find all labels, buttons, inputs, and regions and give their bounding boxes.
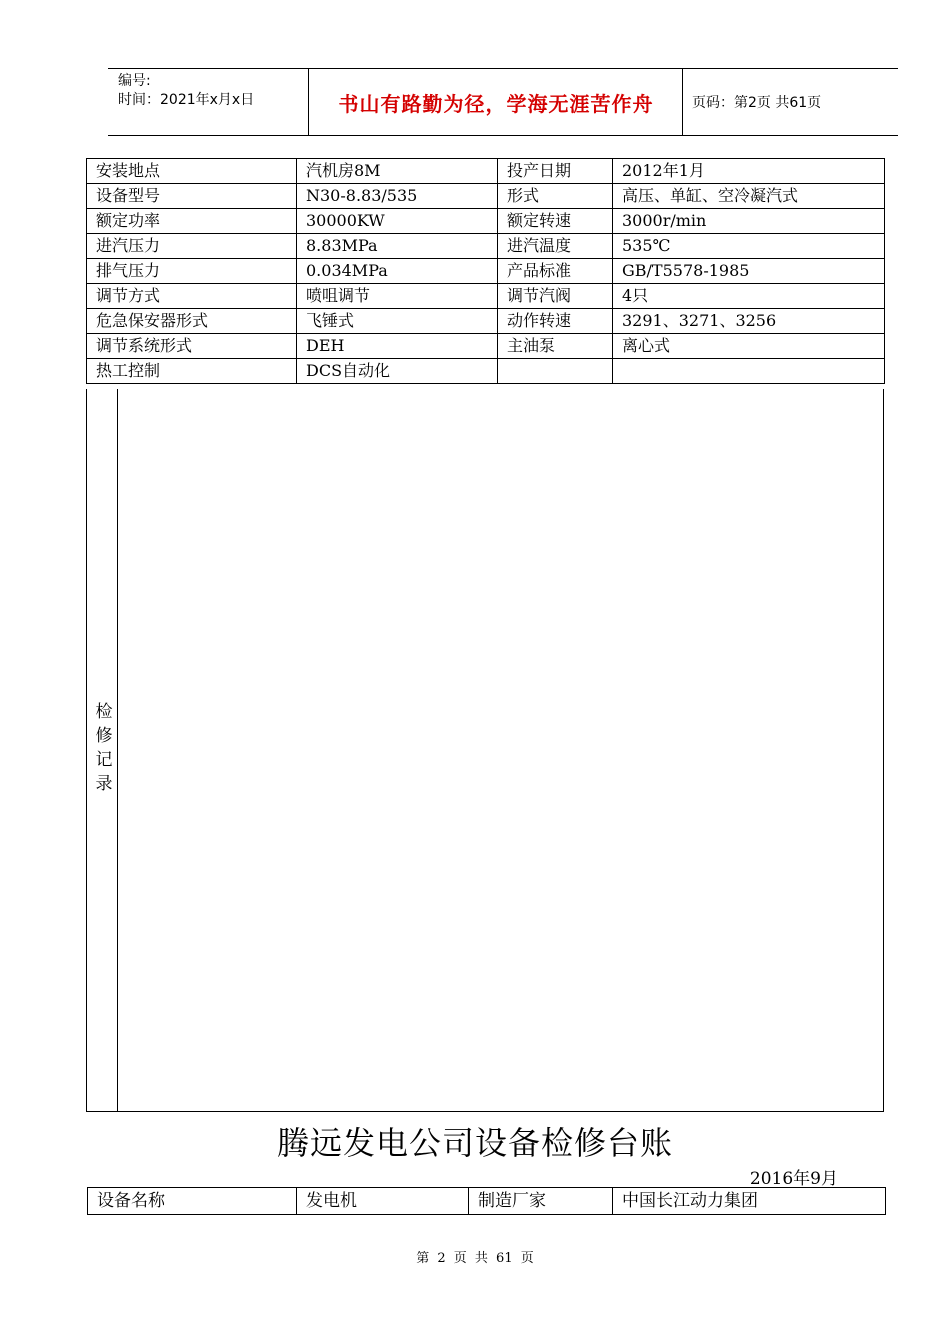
table-cell: 制造厂家 — [469, 1188, 613, 1215]
table-cell: 2012年1月 — [613, 159, 885, 184]
table-cell: GB/T5578-1985 — [613, 259, 885, 284]
table-cell: 额定功率 — [87, 209, 297, 234]
table-cell: 调节系统形式 — [87, 334, 297, 359]
table-cell: 3291、3271、3256 — [613, 309, 885, 334]
table-cell: 离心式 — [613, 334, 885, 359]
time-label: 时间：2021年x月x日 — [118, 92, 255, 108]
table-cell: 喷咀调节 — [297, 284, 498, 309]
table-row — [87, 184, 885, 209]
table-cell: DEH — [297, 334, 498, 359]
table-cell: 进汽温度 — [498, 234, 613, 259]
maintenance-record-label: 检修记录 — [91, 702, 112, 798]
table-row — [87, 159, 885, 184]
table-row — [87, 309, 885, 334]
table-row — [87, 284, 885, 309]
table-cell: 投产日期 — [498, 159, 613, 184]
table-cell: 热工控制 — [87, 359, 297, 384]
table-cell: 4只 — [613, 284, 885, 309]
table-cell: 535℃ — [613, 234, 885, 259]
table-cell: 调节汽阀 — [498, 284, 613, 309]
table-cell: DCS自动化 — [297, 359, 498, 384]
table-cell: 汽机房8M — [297, 159, 498, 184]
table-row — [87, 209, 885, 234]
table-cell: 调节方式 — [87, 284, 297, 309]
table-cell: 飞锤式 — [297, 309, 498, 334]
ledger-date: 2016年9月 — [749, 1169, 838, 1189]
table-cell: 设备型号 — [87, 184, 297, 209]
table-cell: 形式 — [498, 184, 613, 209]
table-cell: 3000r/min — [613, 209, 885, 234]
table-row — [88, 1188, 886, 1215]
equipment-info-table — [87, 1187, 886, 1215]
serial-label: 编号: — [118, 73, 151, 89]
table-row — [87, 234, 885, 259]
page-footer: 第 2 页 共 61 页 — [416, 1251, 534, 1266]
table-cell: 0.034MPa — [297, 259, 498, 284]
table-cell — [498, 359, 613, 384]
table-cell: 设备名称 — [88, 1188, 297, 1215]
table-cell: 30000KW — [297, 209, 498, 234]
maintenance-record-box — [86, 389, 884, 1112]
ledger-title: 腾远发电公司设备检修台账 — [276, 1124, 673, 1162]
header-divider — [308, 69, 309, 135]
table-cell: 产品标准 — [498, 259, 613, 284]
header-meta — [118, 72, 254, 110]
maintenance-record-label-cell — [87, 389, 118, 1111]
header-motto: 书山有路勤为径，学海无涯苦作舟 — [338, 91, 654, 116]
page-header — [108, 68, 898, 136]
table-row — [87, 334, 885, 359]
table-cell: 中国长江动力集团 — [613, 1188, 886, 1215]
table-cell: N30-8.83/535 — [297, 184, 498, 209]
table-cell: 动作转速 — [498, 309, 613, 334]
table-cell: 安装地点 — [87, 159, 297, 184]
table-row — [87, 359, 885, 384]
table-cell: 额定转速 — [498, 209, 613, 234]
table-cell: 进汽压力 — [87, 234, 297, 259]
table-row — [87, 259, 885, 284]
spec-table-body — [87, 159, 885, 384]
table-cell: 主油泵 — [498, 334, 613, 359]
table-cell: 8.83MPa — [297, 234, 498, 259]
header-page-info: 页码：第2页 共61页 — [692, 95, 822, 111]
equipment-spec-table — [86, 158, 885, 384]
table-cell: 发电机 — [297, 1188, 469, 1215]
table-cell: 高压、单缸、空冷凝汽式 — [613, 184, 885, 209]
table-cell: 排气压力 — [87, 259, 297, 284]
table-cell — [613, 359, 885, 384]
header-divider — [682, 69, 683, 135]
table-cell: 危急保安器形式 — [87, 309, 297, 334]
